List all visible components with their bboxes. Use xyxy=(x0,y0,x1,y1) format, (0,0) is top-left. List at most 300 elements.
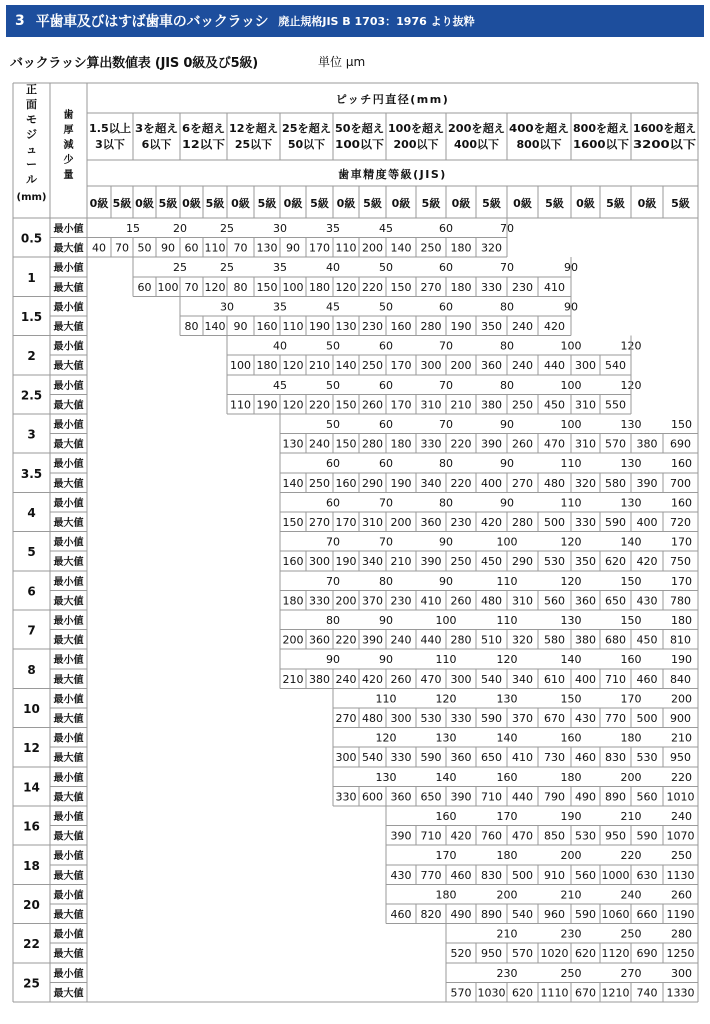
min-value: 120 xyxy=(620,378,642,392)
min-value: 200 xyxy=(671,692,692,706)
max-value-0: 290 xyxy=(512,555,533,569)
grade-label-5: 5級 xyxy=(606,197,625,210)
max-value-5: 540 xyxy=(605,359,626,373)
max-value-0: 60 xyxy=(184,241,199,255)
min-value: 170 xyxy=(435,849,457,863)
max-value-0: 470 xyxy=(512,829,533,843)
module-header-char: ジ xyxy=(26,128,37,141)
min-value: 90 xyxy=(326,653,340,667)
max-value-5: 230 xyxy=(362,320,383,333)
max-value-5: 450 xyxy=(481,555,502,569)
grade-label-5: 5級 xyxy=(257,197,277,210)
min-value: 160 xyxy=(496,770,518,784)
module-value: 3.5 xyxy=(20,466,43,481)
max-value-5: 420 xyxy=(481,516,502,529)
pitch-range-from: 200を超え xyxy=(448,122,504,135)
min-value: 150 xyxy=(620,614,642,627)
max-value-5: 90 xyxy=(161,241,175,255)
min-value: 260 xyxy=(671,888,692,902)
module-header-char: モ xyxy=(26,113,37,126)
grade-label-0: 0級 xyxy=(89,197,109,210)
max-value-5: 950 xyxy=(670,751,691,765)
module-value: 4 xyxy=(27,506,36,520)
max-value-5: 420 xyxy=(544,320,565,333)
max-value-5: 310 xyxy=(420,398,442,412)
max-value-5: 610 xyxy=(544,672,565,686)
max-label: 最大値 xyxy=(53,322,84,333)
max-value-5: 370 xyxy=(362,594,383,608)
max-value-0: 120 xyxy=(282,359,304,373)
module-value: 7 xyxy=(27,623,36,638)
grade-label-5: 5級 xyxy=(545,197,564,210)
min-label: 最小値 xyxy=(53,498,84,510)
min-value: 150 xyxy=(560,692,582,706)
min-label: 最小値 xyxy=(53,263,84,275)
max-value-0: 110 xyxy=(230,398,251,412)
max-value-5: 480 xyxy=(481,594,502,608)
max-value-0: 740 xyxy=(636,986,658,1000)
max-value-0: 100 xyxy=(230,359,251,373)
max-value-5: 340 xyxy=(362,555,383,569)
min-value: 180 xyxy=(496,849,518,863)
max-value-0: 150 xyxy=(390,280,412,294)
min-value: 120 xyxy=(375,731,397,745)
max-value-0: 430 xyxy=(636,594,658,608)
max-label: 最大値 xyxy=(53,361,84,373)
min-value: 230 xyxy=(560,927,582,941)
grade-label-5: 5級 xyxy=(112,197,132,210)
min-value: 240 xyxy=(671,810,692,823)
min-value: 60 xyxy=(379,378,393,392)
max-value-5: 530 xyxy=(544,555,565,569)
min-value: 70 xyxy=(439,378,453,392)
module-value: 18 xyxy=(23,858,40,873)
max-value-5: 500 xyxy=(544,516,565,529)
max-value-0: 360 xyxy=(390,790,412,804)
max-value-5: 960 xyxy=(544,908,565,921)
max-label: 最大値 xyxy=(53,714,84,725)
max-value-5: 390 xyxy=(362,633,383,647)
pitch-range-from: 1600を超え xyxy=(633,122,697,135)
max-value-0: 130 xyxy=(282,437,304,451)
grade-label-0: 0級 xyxy=(391,197,411,210)
max-value-0: 360 xyxy=(450,751,472,765)
min-value: 90 xyxy=(564,261,578,275)
max-value-5: 590 xyxy=(420,751,442,765)
max-value-0: 140 xyxy=(335,359,357,373)
max-value-5: 670 xyxy=(544,712,565,725)
max-value-5: 770 xyxy=(605,712,626,725)
min-value: 210 xyxy=(671,731,692,745)
max-value-5: 100 xyxy=(157,280,179,294)
max-value-0: 40 xyxy=(92,241,106,255)
max-value-0: 230 xyxy=(450,516,472,529)
max-label: 最大値 xyxy=(53,988,84,1000)
grade-label-0: 0級 xyxy=(231,197,250,210)
min-value: 300 xyxy=(671,966,692,980)
max-value-0: 520 xyxy=(450,947,472,961)
max-value-0: 300 xyxy=(335,751,357,765)
max-value-5: 1000 xyxy=(601,868,630,882)
min-value: 130 xyxy=(496,692,518,706)
pitch-range-to: 3以下 xyxy=(95,138,125,151)
max-value-0: 200 xyxy=(390,516,412,529)
module-value: 2.5 xyxy=(20,388,43,403)
max-value-0: 70 xyxy=(233,241,248,255)
grade-label-5: 5級 xyxy=(482,197,501,210)
max-value-5: 300 xyxy=(420,359,442,373)
max-label: 最大値 xyxy=(53,910,84,921)
min-value: 160 xyxy=(560,731,582,745)
max-value-5: 420 xyxy=(362,672,383,686)
min-value: 140 xyxy=(560,653,582,667)
min-value: 45 xyxy=(379,222,393,235)
max-value-5: 820 xyxy=(420,908,442,921)
max-label: 最大値 xyxy=(53,243,84,255)
min-value: 110 xyxy=(435,653,457,667)
max-value-0: 150 xyxy=(335,437,357,451)
module-value: 6 xyxy=(27,584,36,599)
max-label: 最大値 xyxy=(53,674,84,686)
min-value: 90 xyxy=(500,418,514,431)
max-value-0: 540 xyxy=(512,908,533,921)
min-value: 35 xyxy=(273,300,287,314)
pitch-diameter-header: ピッチ円直径(mm) xyxy=(335,93,450,106)
max-value-5: 380 xyxy=(309,672,330,686)
max-value-5: 1030 xyxy=(477,986,506,1000)
min-label: 最小値 xyxy=(53,772,84,784)
grade-header: 歯車精度等級(JIS) xyxy=(338,168,447,181)
max-value-5: 650 xyxy=(420,790,442,804)
min-label: 最小値 xyxy=(53,812,84,823)
min-value: 280 xyxy=(671,927,692,941)
grade-label-0: 0級 xyxy=(135,197,154,210)
max-value-0: 460 xyxy=(450,868,472,882)
max-value-5: 710 xyxy=(605,672,626,686)
max-value-5: 210 xyxy=(309,359,330,373)
max-value-5: 1010 xyxy=(666,790,695,804)
max-value-0: 130 xyxy=(335,320,357,333)
max-value-5: 220 xyxy=(362,280,383,294)
pitch-range-from: 50を超え xyxy=(335,122,384,135)
min-value: 250 xyxy=(560,966,582,980)
max-value-0: 420 xyxy=(636,555,658,569)
max-value-5: 480 xyxy=(544,476,565,490)
max-value-0: 150 xyxy=(282,516,304,529)
max-value-5: 340 xyxy=(420,476,442,490)
pitch-range-from: 12を超え xyxy=(229,122,278,135)
min-value: 160 xyxy=(435,810,457,823)
max-value-5: 180 xyxy=(256,359,278,373)
min-value: 30 xyxy=(273,222,287,235)
grade-label-5: 5級 xyxy=(363,197,382,210)
max-value-5: 330 xyxy=(309,594,330,608)
max-value-0: 270 xyxy=(512,476,533,490)
module-value: 16 xyxy=(23,819,40,834)
grade-label-0: 0級 xyxy=(576,197,595,210)
max-value-5: 550 xyxy=(605,398,626,412)
max-label: 最大値 xyxy=(53,557,84,569)
max-value-5: 1190 xyxy=(666,908,695,921)
min-value: 120 xyxy=(496,653,518,667)
grade-label-0: 0級 xyxy=(451,197,471,210)
max-value-0: 110 xyxy=(282,320,304,333)
max-value-0: 240 xyxy=(512,320,533,333)
max-value-5: 1020 xyxy=(540,947,569,961)
min-value: 170 xyxy=(620,692,642,706)
max-value-0: 460 xyxy=(575,751,596,765)
max-value-5: 950 xyxy=(481,947,502,961)
max-value-0: 190 xyxy=(335,555,357,569)
min-label: 最小値 xyxy=(53,655,84,667)
min-value: 160 xyxy=(671,457,692,471)
min-value: 25 xyxy=(173,261,187,275)
min-value: 50 xyxy=(326,418,340,431)
max-label: 最大値 xyxy=(53,478,84,490)
max-value-0: 200 xyxy=(282,633,304,647)
max-value-5: 330 xyxy=(481,280,502,294)
module-value: 14 xyxy=(23,780,40,795)
max-value-0: 170 xyxy=(390,359,412,373)
max-value-0: 70 xyxy=(184,280,199,294)
max-value-0: 160 xyxy=(335,476,357,490)
max-value-5: 310 xyxy=(362,516,383,529)
min-value: 80 xyxy=(500,300,514,314)
max-value-0: 260 xyxy=(512,437,533,451)
min-label: 最小値 xyxy=(53,694,84,706)
max-value-5: 120 xyxy=(204,280,226,294)
max-value-5: 810 xyxy=(670,633,691,647)
max-value-0: 50 xyxy=(137,241,152,255)
max-value-5: 560 xyxy=(544,594,565,608)
reduction-header-char: 減 xyxy=(63,140,74,151)
max-value-0: 190 xyxy=(390,476,412,490)
min-value: 60 xyxy=(326,496,340,510)
min-value: 140 xyxy=(496,731,518,745)
max-value-5: 300 xyxy=(309,555,330,569)
max-value-0: 260 xyxy=(450,594,472,608)
min-value: 130 xyxy=(620,496,642,510)
module-value: 5 xyxy=(27,545,36,560)
max-value-5: 380 xyxy=(481,398,502,412)
min-value: 90 xyxy=(439,535,453,549)
min-value: 30 xyxy=(220,300,234,314)
min-value: 100 xyxy=(435,614,457,627)
max-value-0: 200 xyxy=(450,359,472,373)
max-value-5: 410 xyxy=(420,594,442,608)
max-value-5: 720 xyxy=(670,516,691,529)
max-value-5: 1210 xyxy=(601,986,630,1000)
min-value: 90 xyxy=(500,496,514,510)
max-value-0: 220 xyxy=(450,476,472,490)
max-value-5: 220 xyxy=(309,398,330,412)
max-value-5: 650 xyxy=(605,594,626,608)
max-value-5: 270 xyxy=(420,280,442,294)
module-value: 3 xyxy=(27,427,36,442)
min-value: 130 xyxy=(375,770,397,784)
max-value-0: 560 xyxy=(575,868,596,882)
max-value-5: 440 xyxy=(420,633,442,647)
max-value-5: 580 xyxy=(544,633,565,647)
max-value-0: 330 xyxy=(390,751,412,765)
min-value: 60 xyxy=(439,261,453,275)
max-value-0: 490 xyxy=(575,790,596,804)
max-value-0: 240 xyxy=(335,672,357,686)
min-value: 120 xyxy=(620,339,642,353)
pitch-range-to: 6以下 xyxy=(141,138,172,151)
max-label: 最大値 xyxy=(53,282,84,294)
min-value: 170 xyxy=(671,535,692,549)
pitch-range-to: 50以下 xyxy=(287,138,326,151)
max-value-5: 480 xyxy=(362,712,383,725)
max-value-5: 280 xyxy=(362,437,383,451)
max-value-0: 590 xyxy=(575,908,596,921)
grade-label-5: 5級 xyxy=(671,197,690,210)
max-value-0: 420 xyxy=(450,829,472,843)
max-value-0: 310 xyxy=(575,437,596,451)
module-value: 12 xyxy=(23,741,40,756)
min-value: 35 xyxy=(326,222,340,235)
max-value-0: 300 xyxy=(450,672,472,686)
max-value-5: 590 xyxy=(481,712,502,725)
max-label: 最大値 xyxy=(53,400,84,412)
min-value: 180 xyxy=(560,770,582,784)
max-value-0: 530 xyxy=(636,751,658,765)
max-value-5: 1110 xyxy=(540,986,569,1000)
max-label: 最大値 xyxy=(53,949,84,961)
max-value-5: 950 xyxy=(605,829,626,843)
max-value-5: 1060 xyxy=(601,908,630,921)
module-header-char: ー xyxy=(26,158,37,171)
min-value: 110 xyxy=(496,574,518,588)
min-value: 200 xyxy=(560,849,582,863)
max-value-0: 530 xyxy=(575,829,596,843)
max-value-5: 1330 xyxy=(666,986,695,1000)
max-value-0: 330 xyxy=(335,790,357,804)
min-value: 60 xyxy=(379,339,393,353)
min-value: 80 xyxy=(500,339,514,353)
max-label: 最大値 xyxy=(53,753,84,765)
pitch-range-from: 1.5以上 xyxy=(89,122,131,135)
max-value-5: 250 xyxy=(420,241,442,255)
min-value: 110 xyxy=(560,457,582,471)
max-value-0: 140 xyxy=(390,241,412,255)
min-label: 最小値 xyxy=(53,537,84,549)
max-value-0: 180 xyxy=(282,594,304,608)
max-value-5: 200 xyxy=(362,241,383,255)
min-value: 220 xyxy=(620,849,642,863)
min-label: 最小値 xyxy=(53,616,84,627)
max-value-5: 450 xyxy=(544,398,565,412)
pitch-range-to: 800以下 xyxy=(516,138,562,151)
max-value-5: 140 xyxy=(204,320,226,333)
min-label: 最小値 xyxy=(53,380,84,392)
max-value-0: 260 xyxy=(390,672,412,686)
min-value: 90 xyxy=(564,300,578,314)
max-value-0: 150 xyxy=(335,398,357,412)
max-value-5: 830 xyxy=(605,751,626,765)
min-value: 60 xyxy=(439,222,453,235)
max-value-0: 140 xyxy=(282,476,304,490)
section-title: 平歯車及びはすば歯車のバックラッシ xyxy=(35,14,269,30)
table-title: バックラッシ算出数値表 (JIS 0級及び5級) xyxy=(10,56,259,71)
max-value-0: 310 xyxy=(575,398,596,412)
min-value: 160 xyxy=(620,653,642,667)
max-value-0: 210 xyxy=(282,672,304,686)
max-value-5: 470 xyxy=(544,437,565,451)
max-value-0: 190 xyxy=(450,320,472,333)
min-label: 最小値 xyxy=(53,929,84,941)
max-value-5: 540 xyxy=(481,672,502,686)
max-value-0: 300 xyxy=(575,359,596,373)
min-value: 60 xyxy=(439,300,453,314)
max-value-5: 1250 xyxy=(666,947,695,961)
min-value: 130 xyxy=(435,731,457,745)
min-label: 最小値 xyxy=(53,968,84,980)
min-value: 60 xyxy=(326,457,340,471)
max-label: 最大値 xyxy=(53,518,84,529)
max-value-0: 80 xyxy=(233,280,248,294)
max-label: 最大値 xyxy=(53,635,84,647)
max-value-0: 230 xyxy=(390,594,412,608)
max-value-5: 690 xyxy=(670,437,691,451)
reduction-header-char: 量 xyxy=(63,170,74,181)
max-value-5: 850 xyxy=(544,829,565,843)
min-value: 90 xyxy=(379,614,393,627)
max-value-5: 170 xyxy=(309,241,330,255)
max-value-0: 570 xyxy=(450,986,472,1000)
max-value-0: 670 xyxy=(575,986,596,1000)
min-value: 100 xyxy=(496,535,518,549)
max-value-0: 90 xyxy=(233,320,248,333)
module-header-char: 正 xyxy=(26,83,37,96)
min-value: 40 xyxy=(273,339,287,353)
max-value-0: 170 xyxy=(335,516,357,529)
module-header-char: ュ xyxy=(26,143,37,156)
min-value: 110 xyxy=(496,614,518,627)
max-value-0: 370 xyxy=(512,712,533,725)
max-value-5: 510 xyxy=(481,633,502,647)
min-value: 210 xyxy=(560,888,582,902)
max-value-0: 280 xyxy=(512,516,533,529)
grade-label-0: 0級 xyxy=(336,197,356,210)
pitch-range-from: 6を超え xyxy=(182,122,223,135)
grade-label-0: 0級 xyxy=(182,197,201,210)
min-label: 最小値 xyxy=(53,733,84,745)
max-value-0: 340 xyxy=(512,672,533,686)
min-value: 200 xyxy=(620,770,642,784)
max-value-5: 790 xyxy=(544,790,565,804)
max-value-5: 400 xyxy=(481,476,502,490)
pitch-range-to: 25以下 xyxy=(234,138,273,151)
max-value-0: 230 xyxy=(512,280,533,294)
min-value: 35 xyxy=(273,261,287,275)
source-note: 廃止規格JIS B 1703：1976 より抜粋 xyxy=(278,15,475,28)
min-value: 250 xyxy=(671,849,692,863)
max-value-0: 80 xyxy=(184,320,199,333)
unit-label: 単位 μm xyxy=(318,55,366,69)
max-value-5: 250 xyxy=(309,476,330,490)
min-value: 80 xyxy=(326,614,340,627)
min-value: 50 xyxy=(379,261,393,275)
pitch-range-from: 25を超え xyxy=(282,122,331,135)
min-value: 170 xyxy=(671,574,692,588)
max-value-5: 780 xyxy=(670,594,691,608)
max-value-5: 190 xyxy=(256,398,278,412)
grade-label-0: 0級 xyxy=(637,197,657,210)
max-value-0: 100 xyxy=(282,280,304,294)
module-value: 20 xyxy=(23,898,40,912)
